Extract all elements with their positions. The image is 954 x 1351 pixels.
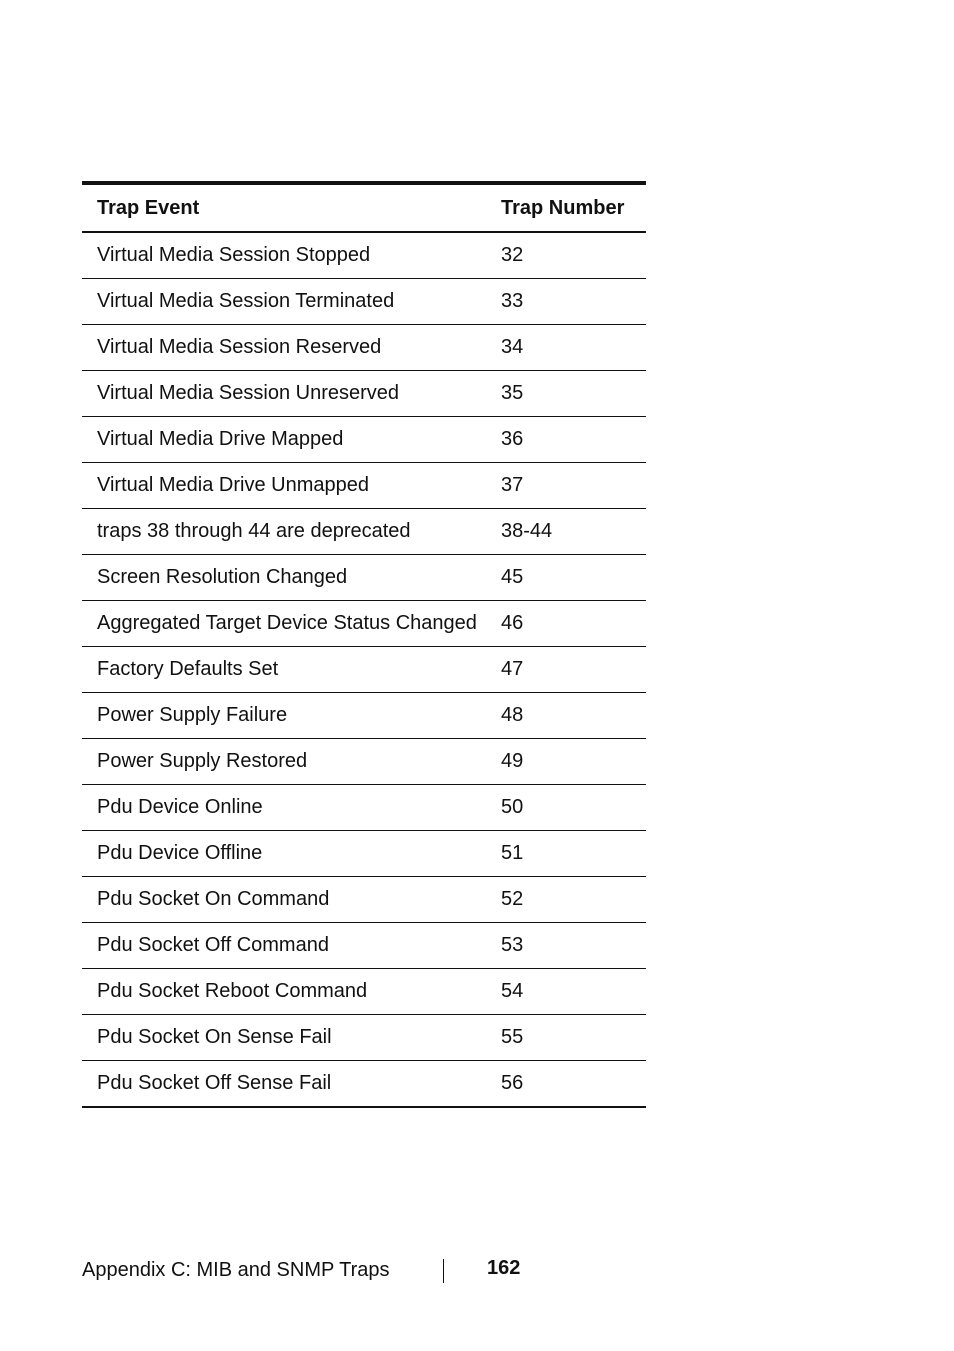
trap-event-cell: Factory Defaults Set: [97, 658, 279, 680]
trap-number-cell: 34: [501, 336, 524, 358]
trap-number-cell: 36: [501, 428, 524, 450]
trap-event-cell: Pdu Device Online: [97, 796, 263, 818]
table-row: [82, 463, 646, 509]
trap-number-cell: 51: [501, 842, 524, 864]
trap-event-cell: Pdu Socket Off Command: [97, 934, 329, 956]
trap-event-cell: Virtual Media Session Stopped: [97, 244, 371, 266]
trap-event-cell: Screen Resolution Changed: [97, 566, 348, 588]
trap-event-cell: Pdu Socket On Sense Fail: [97, 1026, 332, 1048]
trap-event-cell: Virtual Media Drive Mapped: [97, 428, 344, 450]
table-row: [82, 693, 646, 739]
trap-event-cell: Pdu Socket Off Sense Fail: [97, 1072, 332, 1094]
table-row: [82, 647, 646, 693]
table-row: [82, 555, 646, 601]
table-row: [82, 601, 646, 647]
trap-event-cell: Virtual Media Drive Unmapped: [97, 474, 369, 496]
table-row: [82, 877, 646, 923]
header-trap-number: Trap Number: [501, 196, 625, 219]
trap-number-cell: 32: [501, 244, 524, 266]
page-footer: [82, 1256, 390, 1284]
trap-number-cell: 50: [501, 796, 524, 818]
trap-number-cell: 54: [501, 980, 524, 1002]
trap-event-cell: Pdu Socket Reboot Command: [97, 980, 368, 1002]
table-row: [82, 233, 646, 279]
table-row: [82, 739, 646, 785]
trap-event-cell: Power Supply Restored: [97, 750, 308, 772]
trap-event-cell: Power Supply Failure: [97, 704, 288, 726]
trap-event-cell: Aggregated Target Device Status Changed: [97, 612, 477, 634]
table-header-row: [82, 185, 646, 233]
trap-event-cell: Pdu Socket On Command: [97, 888, 330, 910]
table-row: [82, 1015, 646, 1061]
table-row: [82, 1061, 646, 1108]
trap-number-cell: 48: [501, 704, 524, 726]
page-number: 162: [487, 1257, 521, 1279]
trap-event-cell: Virtual Media Session Unreserved: [97, 382, 400, 404]
table-body: [82, 233, 646, 1108]
header-trap-event: Trap Event: [97, 196, 200, 219]
trap-number-cell: 38-44: [501, 520, 553, 542]
trap-event-cell: Virtual Media Session Terminated: [97, 290, 395, 312]
table-row: [82, 325, 646, 371]
trap-event-cell: Pdu Device Offline: [97, 842, 263, 864]
trap-table: [82, 181, 646, 1108]
table-row: [82, 969, 646, 1015]
trap-number-cell: 37: [501, 474, 524, 496]
trap-number-cell: 53: [501, 934, 524, 956]
table-row: [82, 509, 646, 555]
table-row: [82, 371, 646, 417]
trap-number-cell: 35: [501, 382, 524, 404]
table-row: [82, 831, 646, 877]
table-row: [82, 923, 646, 969]
trap-number-cell: 46: [501, 612, 524, 634]
trap-number-cell: 47: [501, 658, 524, 680]
trap-event-cell: traps 38 through 44 are deprecated: [97, 520, 411, 542]
trap-number-cell: 45: [501, 566, 524, 588]
trap-number-cell: 52: [501, 888, 524, 910]
trap-number-cell: 33: [501, 290, 524, 312]
table-row: [82, 417, 646, 463]
table-row: [82, 279, 646, 325]
footer-divider: [443, 1259, 444, 1283]
trap-number-cell: 55: [501, 1026, 524, 1048]
trap-number-cell: 49: [501, 750, 524, 772]
trap-event-cell: Virtual Media Session Reserved: [97, 336, 382, 358]
footer-section-title: Appendix C: MIB and SNMP Traps: [82, 1258, 390, 1281]
table-row: [82, 785, 646, 831]
trap-number-cell: 56: [501, 1072, 524, 1094]
